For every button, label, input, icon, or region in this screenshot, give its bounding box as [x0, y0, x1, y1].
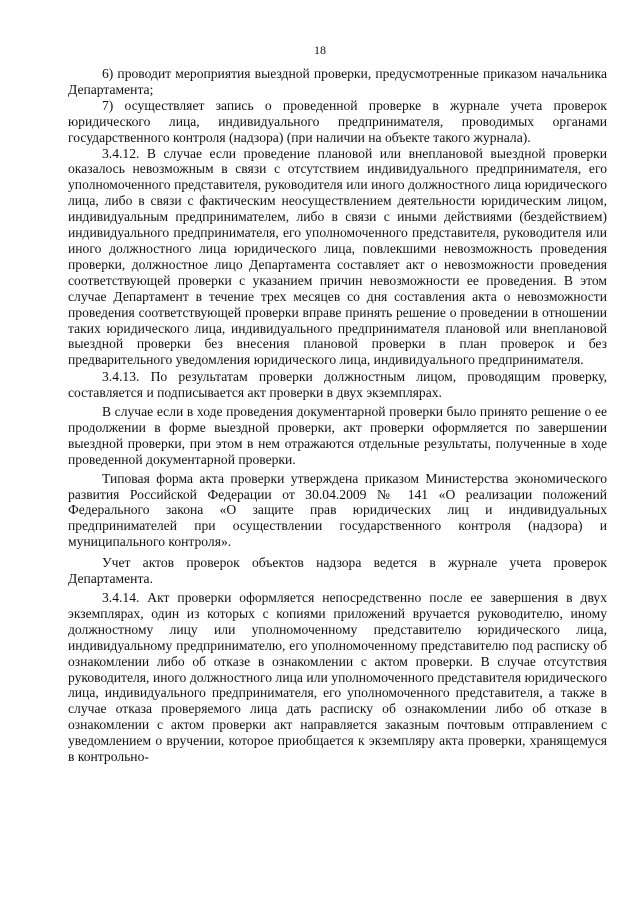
paragraph-acts-register: Учет актов проверок объектов надзора ведется в журнале учета проверок Департамента.	[68, 555, 607, 587]
paragraph-standard-form: Типовая форма акта проверки утверждена приказом Министерства экономического развития Российской Федерации от 30.04.2009 № 141 «О реализации положений Федерального закона «О защите прав юридических лиц и индивидуальных предпринимателей при осуществлении государственного контроля (надзора) и муниципального контроля».	[68, 470, 607, 550]
paragraph-documentary-check: В случае если в ходе проведения документарной проверки было принято решение о ее продолжении в форме выездной проверки, акт проверки оформляется по завершении выездной проверки, при этом в нем отражаются отдельные результаты, полученные в ходе проведенной документарной проверки.	[68, 404, 607, 467]
page-number: 18	[314, 43, 326, 57]
paragraph-3-4-14: 3.4.14. Акт проверки оформляется непосредственно после ее завершения в двух экземплярах, один из которых с копиями приложений вручается руководителю, иному должностному лицу или уполномоченному представителю юридического лица, индивидуальному предпринимателю, его уполномоченному представителю под расписку об ознакомлении либо об отказе в ознакомлении с актом проверки. В случае отсутствия руководителя, иного должностного лица или уполномоченного представителя юридического лица, индивидуального предпринимателя, его уполномоченного представителя, а также в случае отказа проверяемого лица дать расписку об ознакомлении либо об отказе в ознакомлении с актом проверки акт направляется заказным почтовым отправлением с уведомлением о вручении, которое приобщается к экземпляру акта проверки, хранящемуся в контрольно-	[68, 590, 607, 765]
document-body	[68, 66, 607, 765]
paragraph-3-4-13: 3.4.13. По результатам проверки должностным лицом, проводящим проверку, составляется и подписывается акт проверки в двух экземплярах.	[68, 369, 607, 401]
paragraph-item-6: 6) проводит мероприятия выездной проверки, предусмотренные приказом начальника Департамента;	[68, 66, 607, 97]
paragraph-item-7: 7) осуществляет запись о проведенной проверке в журнале учета проверок юридического лица, индивидуального предпринимателя, проводимых органами государственного контроля (надзора) (при наличии на объекте такого журнала).	[68, 97, 607, 145]
paragraph-3-4-12: 3.4.12. В случае если проведение плановой или внеплановой выездной проверки оказалось невозможным в связи с отсутствием индивидуального предпринимателя, его уполномоченного представителя, руководителя или иного должностного лица юридического лица, либо в связи с фактическим неосуществлением деятельности юридическим лицом, индивидуальным предпринимателем, либо в связи с иными действиями (бездействием) индивидуального предпринимателя, его уполномоченного представителя, руководителя или иного должностного лица юридического лица, повлекшими невозможность проведения проверки, должностное лицо Департамента составляет акт о невозможности проведения соответствующей проверки с указанием причин невозможности ее проведения. В этом случае Департамент в течение трех месяцев со дня составления акта о невозможности проведения соответствующей проверки вправе принять решение о проведении в отношении таких юридического лица, индивидуального предпринимателя плановой или внеплановой выездной проверки без внесения плановой проверки в план проверок и без предварительного уведомления юридического лица, индивидуального предпринимателя.	[68, 145, 607, 368]
